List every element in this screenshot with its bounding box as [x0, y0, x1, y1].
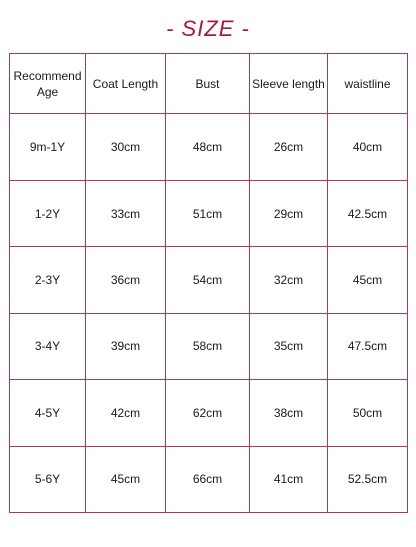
cell-bust: 48cm [166, 114, 250, 180]
header-recommend-age: Recommend Age [10, 54, 86, 114]
cell-bust: 54cm [166, 247, 250, 313]
table-row [10, 247, 408, 313]
cell-coat-length: 36cm [86, 247, 166, 313]
table-row [10, 114, 408, 180]
cell-sleeve-length: 41cm [250, 446, 328, 513]
page-title: - SIZE - [166, 16, 250, 41]
header-sleeve-length: Sleeve length [250, 54, 328, 114]
header-coat-length: Coat Length [86, 54, 166, 114]
cell-waistline: 47.5cm [328, 313, 408, 379]
cell-coat-length: 45cm [86, 446, 166, 513]
table-header-row [10, 54, 408, 114]
cell-sleeve-length: 35cm [250, 313, 328, 379]
cell-waistline: 52.5cm [328, 446, 408, 513]
cell-sleeve-length: 38cm [250, 380, 328, 446]
cell-age: 4-5Y [10, 380, 86, 446]
cell-coat-length: 39cm [86, 313, 166, 379]
cell-age: 3-4Y [10, 313, 86, 379]
cell-bust: 51cm [166, 180, 250, 246]
cell-coat-length: 30cm [86, 114, 166, 180]
cell-age: 2-3Y [10, 247, 86, 313]
table-row [10, 313, 408, 379]
cell-bust: 62cm [166, 380, 250, 446]
cell-sleeve-length: 32cm [250, 247, 328, 313]
table-row [10, 380, 408, 446]
cell-sleeve-length: 29cm [250, 180, 328, 246]
header-waistline: waistline [328, 54, 408, 114]
cell-sleeve-length: 26cm [250, 114, 328, 180]
header-bust: Bust [166, 54, 250, 114]
cell-waistline: 50cm [328, 380, 408, 446]
cell-age: 5-6Y [10, 446, 86, 513]
size-chart-table [9, 53, 408, 513]
cell-bust: 66cm [166, 446, 250, 513]
cell-age: 9m-1Y [10, 114, 86, 180]
cell-bust: 58cm [166, 313, 250, 379]
table-row [10, 446, 408, 513]
cell-coat-length: 42cm [86, 380, 166, 446]
cell-coat-length: 33cm [86, 180, 166, 246]
table-row [10, 180, 408, 246]
cell-waistline: 45cm [328, 247, 408, 313]
cell-waistline: 40cm [328, 114, 408, 180]
cell-age: 1-2Y [10, 180, 86, 246]
cell-waistline: 42.5cm [328, 180, 408, 246]
